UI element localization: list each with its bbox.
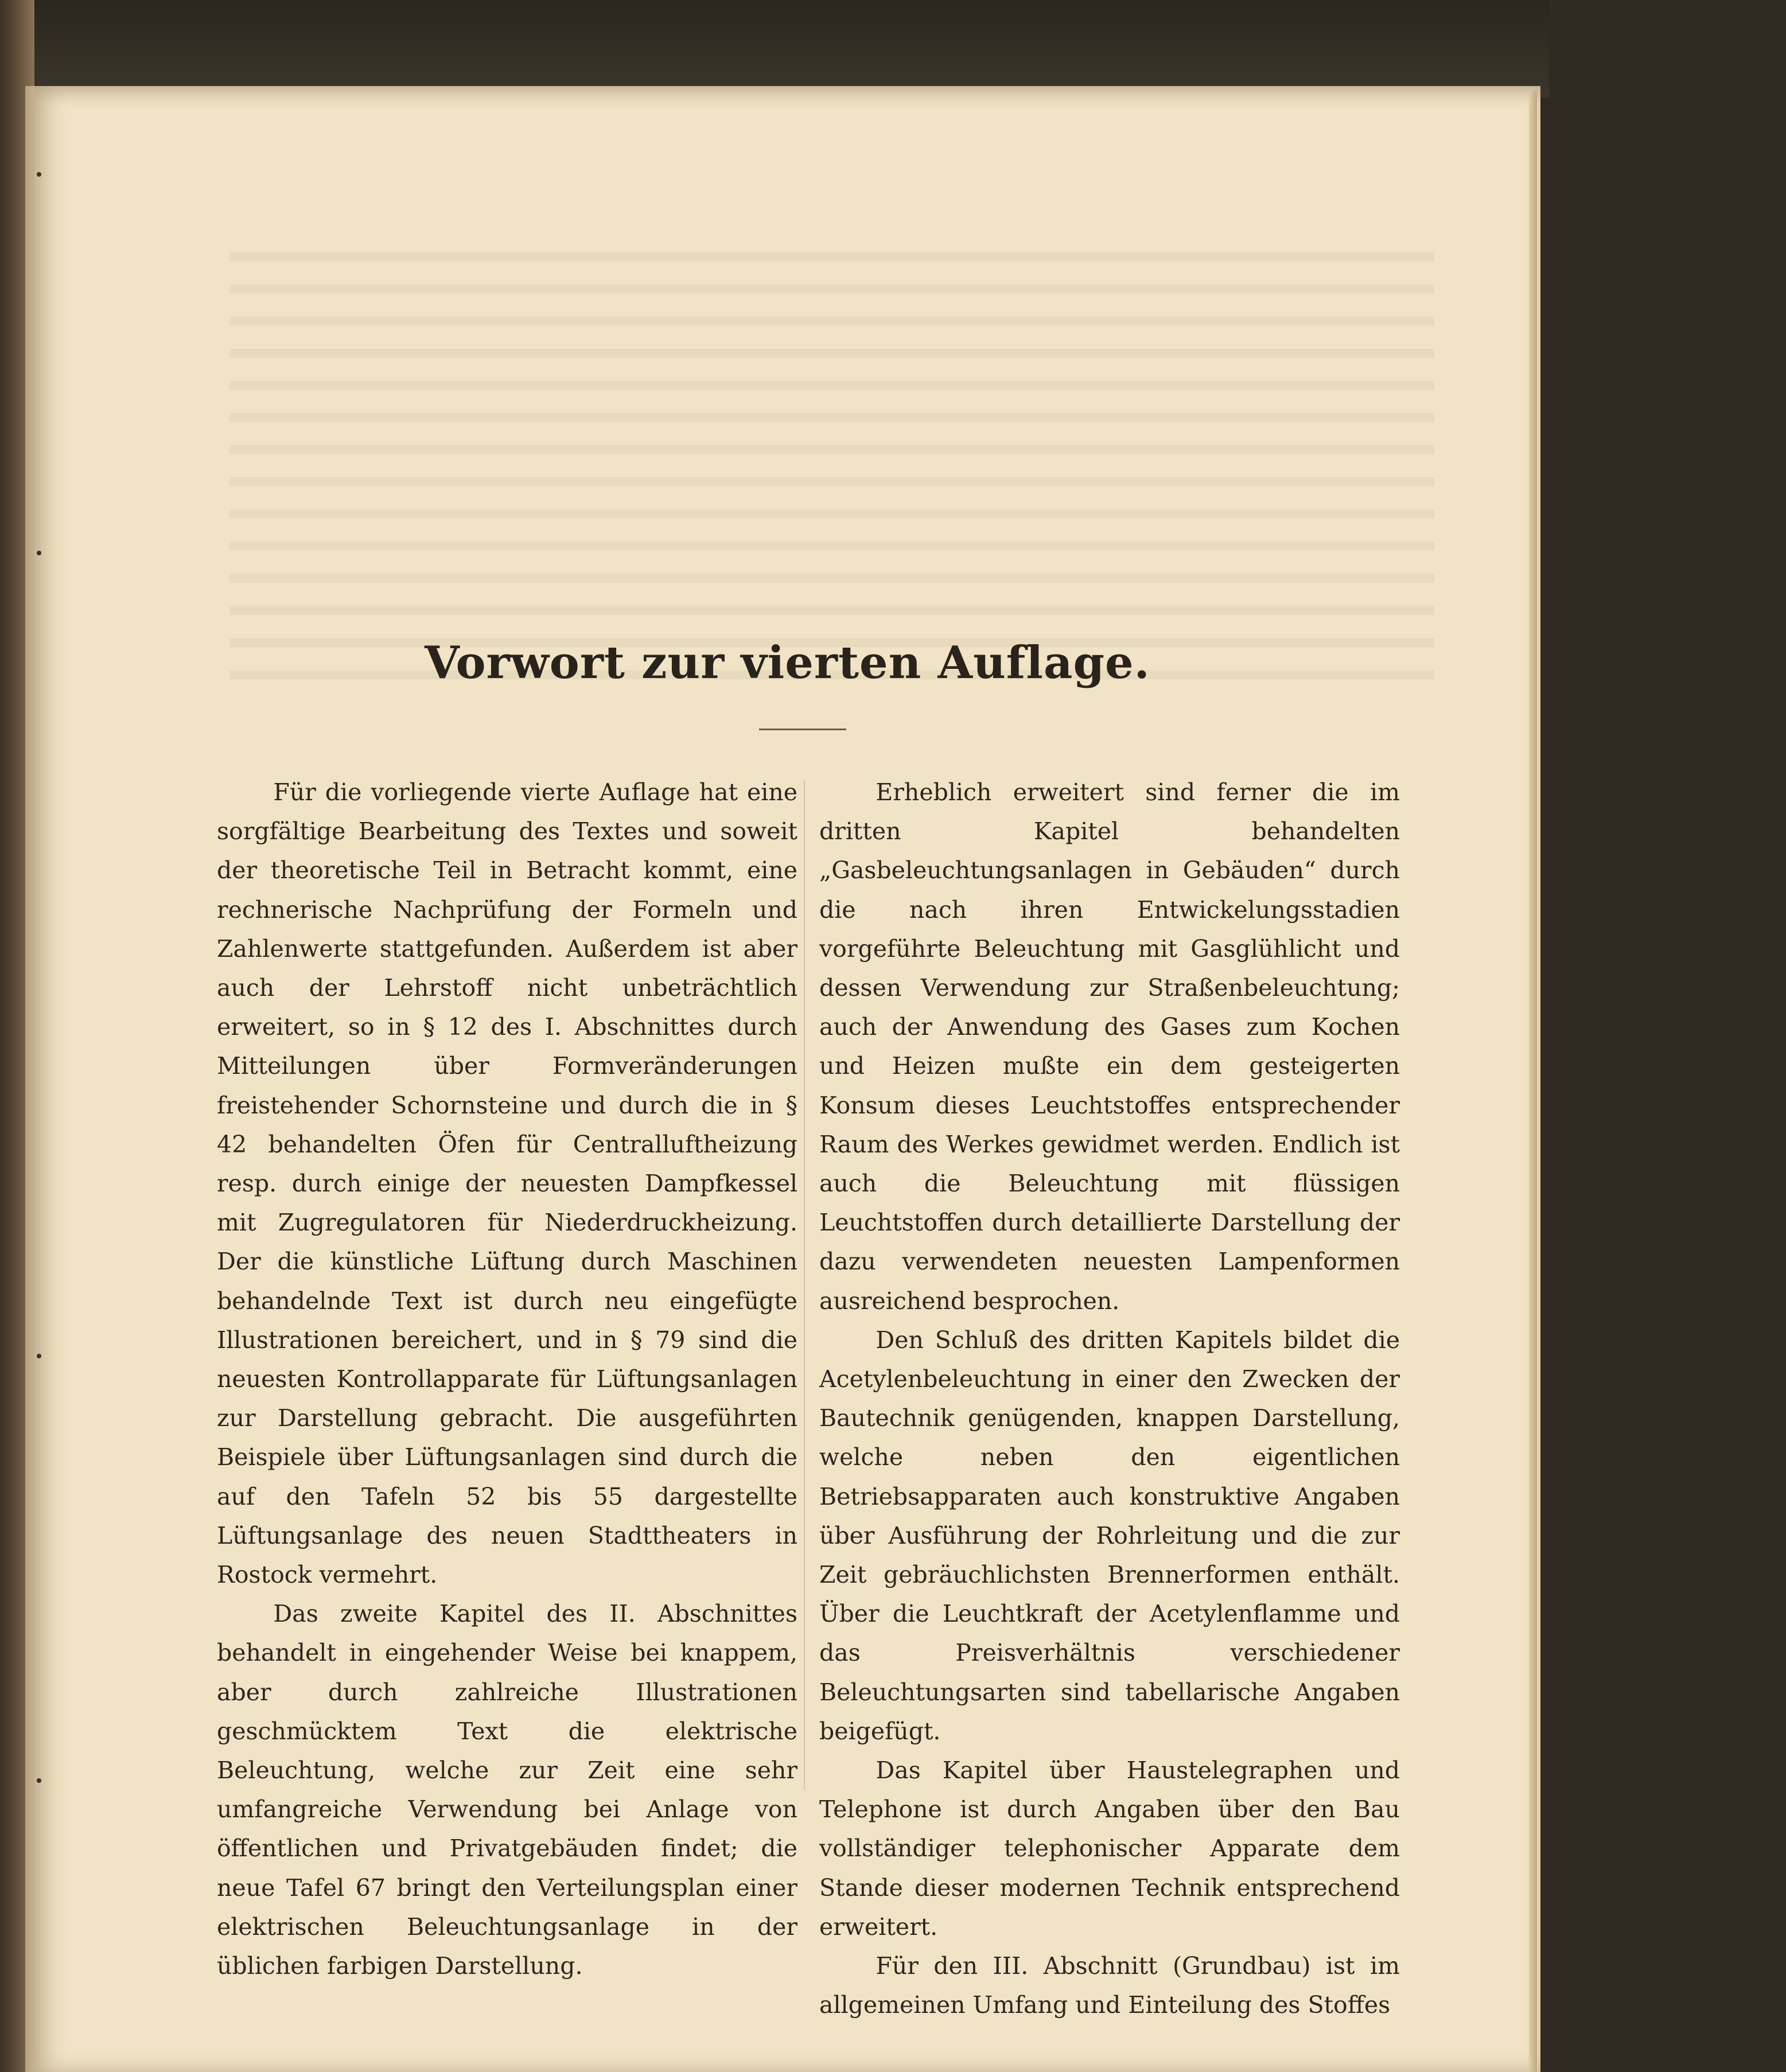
binding-mark xyxy=(37,1778,41,1783)
page-right-edge xyxy=(1529,91,1537,2072)
page-title: Vorwort zur vierten Auflage. xyxy=(425,637,1150,689)
right-text-column xyxy=(819,773,1400,2025)
left-text-column xyxy=(217,773,797,1985)
binding-mark xyxy=(37,551,41,555)
scan-background-top xyxy=(34,0,1786,98)
column-divider xyxy=(804,780,805,1790)
binding-mark xyxy=(37,172,41,177)
paragraph: Für den III. Abschnitt (Grundbau) ist im allgemeinen Umfang und Einteilung des Stoffes xyxy=(819,1952,1400,2019)
scan-background-right xyxy=(1549,0,1786,2072)
paragraph: Den Schluß des dritten Kapitels bildet die Acetylenbeleuchtung in einer den Zwecken der Bautechnik genügenden, knappen Darstellung, welche neben den eigentlichen Betriebsapparaten auch konstruktive Angaben über Ausführung der Rohrleitung und die zur Zeit gebräuchlichsten Brennerformen enthält. Über die Leuchtkraft der Acetylenflamme und das Preisverhältnis verschiedener Beleuchtungsarten sind tabellarische Angaben beigefügt. xyxy=(819,1326,1400,1745)
paragraph: Für die vorliegende vierte Auflage hat eine sorgfältige Bearbeitung des Textes und soweit der theoretische Teil in Betracht kommt, eine rechnerische Nachprüfung der Formeln und Zahlenwerte stattgefunden. Außerdem ist aber auch der Lehrstoff nicht unbeträchtlich erweitert, so in § 12 des I. Abschnittes durch Mitteilungen über Formveränderungen freistehender Schornsteine und durch die in § 42 behandelten Öfen für Centralluftheizung resp. durch einige der neuesten Dampfkessel mit Zugregulatoren für Niederdruckheizung. Der die künstliche Lüftung durch Maschinen behandelnde Text ist durch neu eingefügte Illustrationen bereichert, und in § 79 sind die neuesten Kontrollapparate für Lüftungsanlagen zur Darstellung gebracht. Die ausgeführten Beispiele über Lüftungsanlagen sind durch die auf den Tafeln 52 bis 55 dargestellte Lüftungsanlage des neuen Stadttheaters in Rostock vermehrt. xyxy=(217,778,797,1589)
binding-mark xyxy=(37,1354,41,1358)
paragraph: Das Kapitel über Haustelegraphen und Telephone ist durch Angaben über den Bau vollständiger telephonischer Apparate dem Stande dieser modernen Technik entsprechend erweitert. xyxy=(819,1756,1400,1941)
title-divider xyxy=(759,729,846,730)
paragraph: Das zweite Kapitel des II. Abschnittes behandelt in eingehender Weise bei knappem, aber durch zahlreiche Illustrationen geschmücktem Text die elektrische Beleuchtung, welche zur Zeit eine sehr umfangreiche Verwendung bei Anlage von öffentlichen und Privatgebäuden findet; die neue Tafel 67 bringt den Verteilungsplan einer elektrischen Beleuchtungsanlage in der üblichen farbigen Darstellung. xyxy=(217,1600,797,1980)
show-through-text xyxy=(229,229,1434,700)
paragraph: Erheblich erweitert sind ferner die im dritten Kapitel behandelten „Gasbeleuchtungsanlagen in Gebäuden“ durch die nach ihren Entwickelungsstadien vorgeführte Beleuchtung mit Gasglühlicht und dessen Verwendung zur Straßenbeleuchtung; auch der Anwendung des Gases zum Kochen und Heizen mußte ein dem gesteigerten Konsum dieses Leuchtstoffes entsprechender Raum des Werkes gewidmet werden. Endlich ist auch die Beleuchtung mit flüssigen Leuchtstoffen durch detaillierte Darstellung der dazu verwendeten neuesten Lampenformen ausreichend besprochen. xyxy=(819,778,1400,1315)
